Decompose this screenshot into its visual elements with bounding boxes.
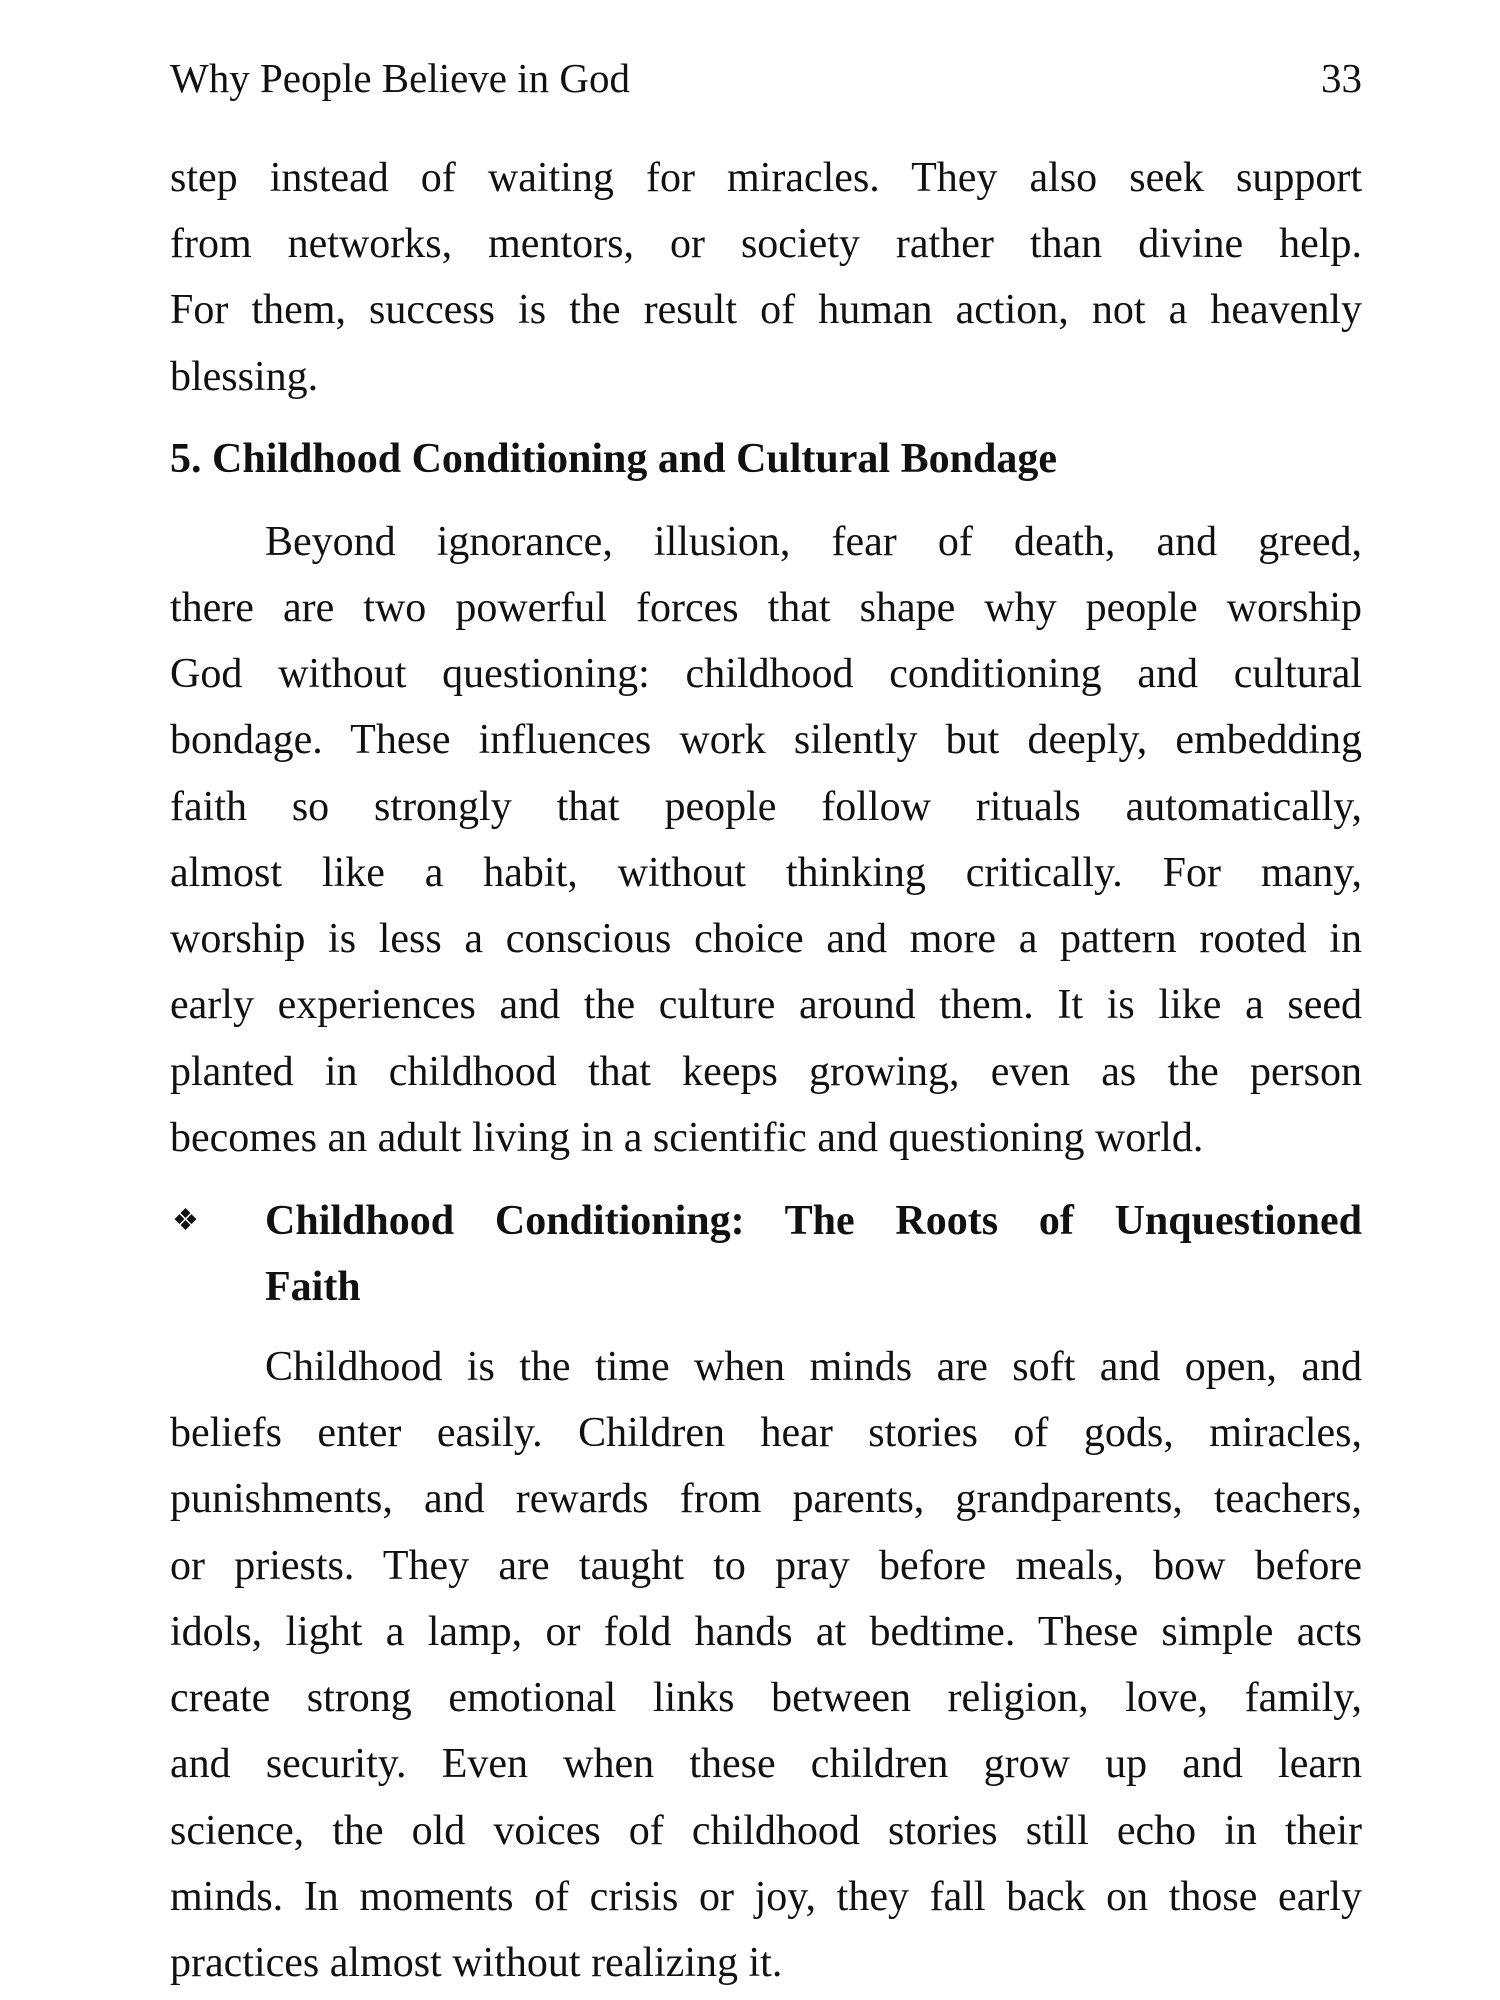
text-line: early experiences and the culture around them. It is like a seed [170, 982, 1362, 1028]
text-line: from networks, mentors, or society rather than divine help. [170, 221, 1362, 267]
text-line: God without questioning: childhood conditioning and cultural [170, 651, 1362, 697]
subheading-line: Faith [265, 1264, 361, 1310]
running-header-title: Why People Believe in God [170, 55, 631, 101]
text-line: step instead of waiting for miracles. They also seek support [170, 155, 1362, 201]
text-line: idols, light a lamp, or fold hands at bedtime. These simple acts [170, 1609, 1362, 1655]
text-line: or priests. They are taught to pray before meals, bow before [170, 1543, 1362, 1589]
text-line: create strong emotional links between religion, love, family, [170, 1675, 1362, 1721]
text-line: there are two powerful forces that shape why people worship [170, 585, 1362, 631]
text-line: worship is less a conscious choice and more a pattern rooted in [170, 916, 1362, 962]
text-line: Beyond ignorance, illusion, fear of death, and greed, [265, 519, 1362, 565]
text-line: science, the old voices of childhood stories still echo in their [170, 1808, 1362, 1854]
text-line: For them, success is the result of human action, not a heavenly [170, 287, 1362, 333]
text-line: minds. In moments of crisis or joy, they fall back on those early [170, 1874, 1362, 1920]
text-line: blessing. [170, 354, 319, 400]
subheading-line: Childhood Conditioning: The Roots of Unquestioned [265, 1198, 1362, 1244]
text-line: planted in childhood that keeps growing, even as the person [170, 1049, 1362, 1095]
text-line: punishments, and rewards from parents, grandparents, teachers, [170, 1476, 1362, 1522]
diamond-bullet-icon: ❖ [172, 1204, 199, 1237]
page-number: 33 [1321, 55, 1362, 101]
text-line: practices almost without realizing it. [170, 1940, 783, 1986]
text-line: bondage. These influences work silently but deeply, embedding [170, 717, 1362, 763]
text-line: becomes an adult living in a scientific and questioning world. [170, 1115, 1204, 1161]
text-line: Childhood is the time when minds are soft and open, and [265, 1344, 1362, 1390]
text-line: beliefs enter easily. Children hear stories of gods, miracles, [170, 1410, 1362, 1456]
text-line: and security. Even when these children grow up and learn [170, 1741, 1362, 1787]
text-line: faith so strongly that people follow rituals automatically, [170, 784, 1362, 830]
text-line: almost like a habit, without thinking critically. For many, [170, 850, 1362, 896]
section-heading: 5. Childhood Conditioning and Cultural Bondage [170, 436, 1057, 482]
